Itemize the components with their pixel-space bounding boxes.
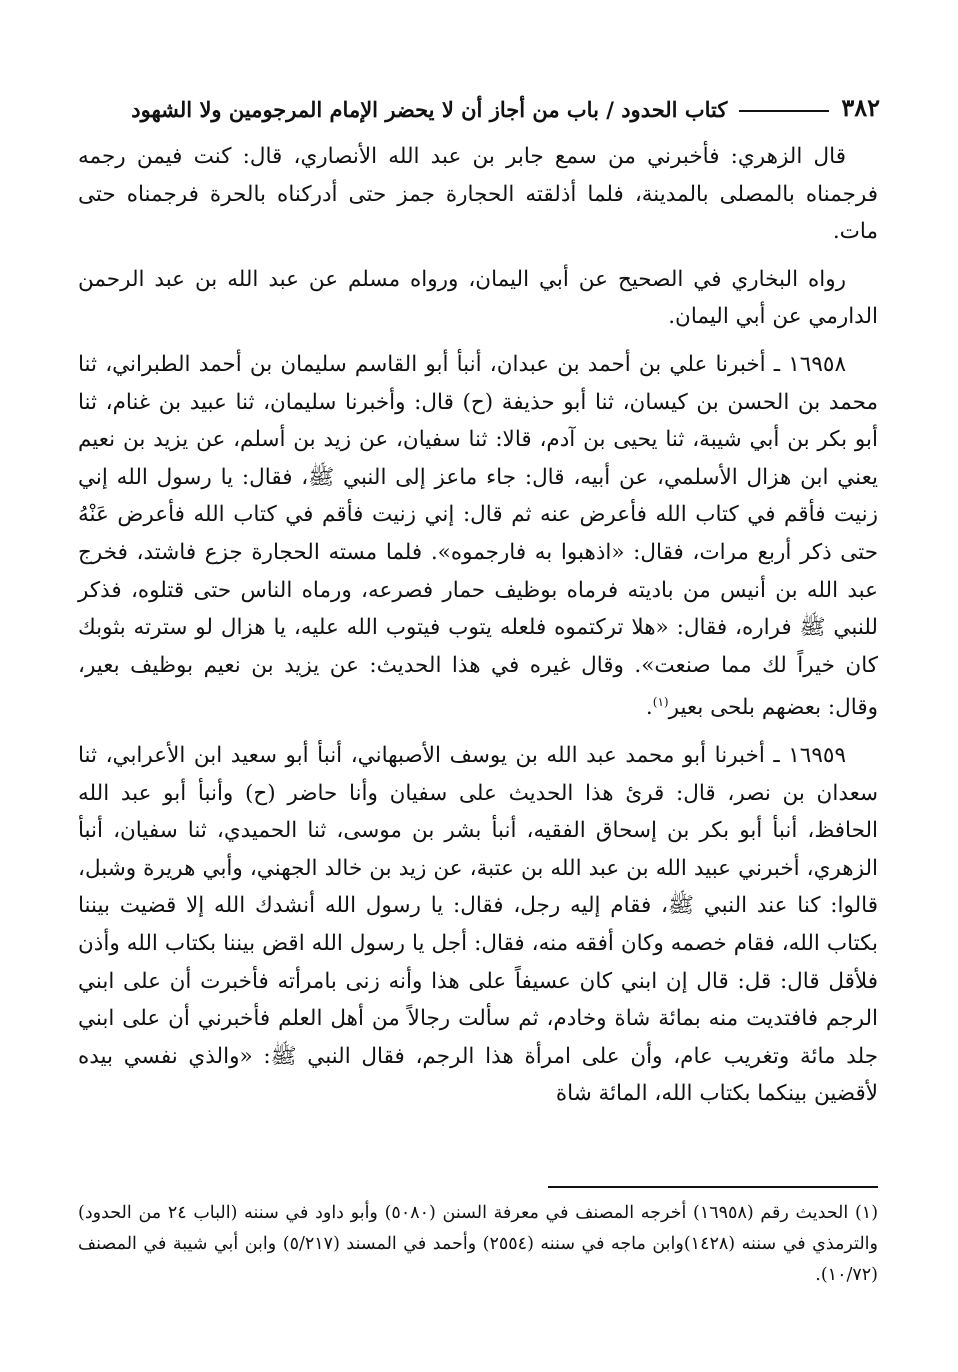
main-text	[78, 138, 878, 1123]
paragraph: ١٦٩٥٩ ـ أخبرنا أبو محمد عبد الله بن يوسف الأصبهاني، أنبأ أبو سعيد ابن الأعرابي، ثنا سعدان بن نصر، قال: قرئ هذا الحديث على سفيان وأنا حاضر (ح) وأنبأ أبو عبد الله الحافظ، أنبأ أبو بكر بن إسحاق الفقيه، أنبأ بشر بن موسى، ثنا الحميدي، ثنا سفيان، أنبأ الزهري، أخبرني عبيد الله بن عبد الله بن عتبة، عن زيد بن خالد الجهني، وأبي هريرة وشبل، قالوا: كنا عند النبي ﷺ، فقام إليه رجل، فقال: يا رسول الله أنشدك الله إلا قضيت بيننا بكتاب الله، فقام خصمه وكان أفقه منه، فقال: أجل يا رسول الله اقض بيننا بكتاب الله وأذن فلأقل قال: قل: قال إن ابني كان عسيفاً على هذا وأنه زنى بامرأته فأخبرت أن على ابني الرجم فافتديت منه بمائة شاة وخادم، ثم سألت رجالاً من أهل العلم فأخبرني أن على ابني جلد مائة وتغريب عام، وأن على امرأة هذا الرجم، فقال النبي ﷺ: «والذي نفسي بيده لأقضين بينكما بكتاب الله، المائة شاة	[78, 743, 878, 1107]
running-header	[78, 82, 880, 122]
footnotes	[78, 1198, 878, 1291]
header-right	[131, 93, 880, 122]
page-number: ٣٨٢	[841, 93, 880, 122]
paragraph: قال الزهري: فأخبرني من سمع جابر بن عبد الله الأنصاري، قال: كنت فيمن رجمه فرجمناه بالمصلى بالمدينة، فلما أذلقته الحجارة جمز حتى أدركناه بالحرة فرجمناه حتى مات.	[78, 144, 878, 245]
paragraph-end: .	[645, 695, 653, 721]
footnote-separator	[548, 1186, 878, 1188]
paragraph: رواه البخاري في الصحيح عن أبي اليمان، ورواه مسلم عن عبد الله بن عبد الرحمن الدارمي عن أبي اليمان.	[78, 266, 878, 330]
paragraph	[78, 346, 878, 727]
footnote-marker: (١)	[652, 695, 669, 710]
footnote: (١) الحديث رقم (١٦٩٥٨) أخرجه المصنف في معرفة السنن (٥٠٨٠) وأبو داود في سننه (الباب ٢٤ من الحدود) والترمذي في سننه (١٤٢٨)وابن ماجه في سننه (٢٥٥٤) وأحمد في المسند (٥/٢١٧) وابن أبي شيبة في المصنف (١٠/٧٢).	[78, 1203, 879, 1285]
paragraph-text: ١٦٩٥٨ ـ أخبرنا علي بن أحمد بن عبدان، أنبأ أبو القاسم سليمان بن أحمد الطبراني، ثنا محمد بن الحسن بن كيسان، ثنا أبو حذيفة (ح) قال: وأخبرنا سليمان، ثنا عبيد بن غنام، ثنا أبو بكر بن أبي شيبة، ثنا يحيى بن آدم، قالا: ثنا سفيان، عن زيد بن أسلم، عن يزيد بن نعيم يعني ابن هزال الأسلمي، عن أبيه، قال: جاء ماعز إلى النبي ﷺ، فقال: يا رسول الله إني زنيت فأقم في كتاب الله فأعرض عنه ثم قال: إني زنيت فأقم في كتاب الله فأعرض عَنْهُ حتى ذكر أربع مرات، فقال: «اذهبوا به فارجموه». فلما مسته الحجارة جزع فاشتد، فخرج عبد الله بن أنيس من باديته فرماه بوظيف حمار فصرعه، ورماه الناس حتى قتلوه، فذكر للنبي ﷺ فراره، فقال: «هلا تركتموه فلعله يتوب فيتوب الله عليه، يا هزال لو سترته بثوبك كان خيراً لك مما صنعت». وقال غيره في هذا الحديث: عن يزيد بن نعيم بوظيف بعير، وقال: بعضهم بلحى بعير	[78, 351, 878, 721]
header-rule	[739, 110, 829, 112]
running-title: كتاب الحدود / باب من أجاز أن لا يحضر الإمام المرجومين ولا الشهود	[131, 97, 728, 122]
